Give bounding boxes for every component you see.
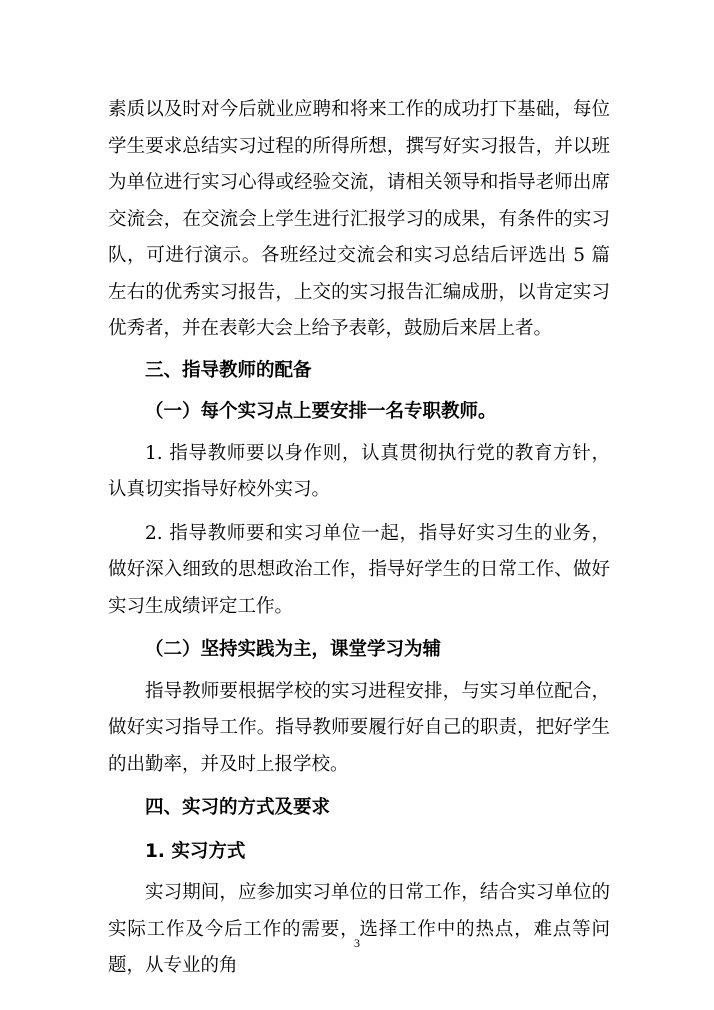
paragraph-item-2: 2. 指导教师要和实习单位一起，指导好实习生的业务，做好深入细致的思想政治工作，指导好学生的日常工作、做好实习生成绩评定工作。 bbox=[108, 522, 610, 617]
section-heading-internship-methods: 四、实习的方式及要求 bbox=[145, 797, 331, 818]
subheading-practice-first: （二）坚持实践为主，课堂学习为辅 bbox=[145, 639, 442, 660]
page-body bbox=[108, 92, 610, 985]
section-heading-teacher-allocation: 三、指导教师的配备 bbox=[145, 359, 312, 381]
paragraph-item-1: 1. 指导教师要以身作则，认真贯彻执行党的教育方针，认真切实指导好校外实习。 bbox=[108, 442, 610, 500]
subheading-internship-method: 1. 实习方式 bbox=[145, 840, 246, 862]
page-number: 3 bbox=[354, 936, 360, 950]
paragraph-internship-period: 实习期间，应参加实习单位的日常工作，结合实习单位的实际工作及今后工作的需要，选择工作中的热点，难点等问题，从专业的角 bbox=[108, 882, 610, 976]
subheading-dedicated-teacher: （一）每个实习点上要安排一名专职教师。 bbox=[145, 401, 497, 422]
paragraph-teacher-duties: 指导教师要根据学校的实习进程安排，与实习单位配合，做好实习指导工作。指导教师要履行好自己的职责，把好学生的出勤率，并及时上报学校。 bbox=[108, 680, 610, 775]
paragraph-report-summary: 素质以及时对今后就业应聘和将来工作的成功打下基础，每位学生要求总结实习过程的所得所想，撰写好实习报告，并以班为单位进行实习心得或经验交流，请相关领导和指导老师出席交流会，在交流会上学生进行汇报学习的成果，有条件的实习队，可进行演示。各班经过交流会和实习总结后评选出 5 篇左右的优秀实习报告，上交的实习报告汇编成册，以肯定实习优秀者，并在表彰大会上给予表彰，鼓励后来居上者。 bbox=[108, 99, 610, 339]
